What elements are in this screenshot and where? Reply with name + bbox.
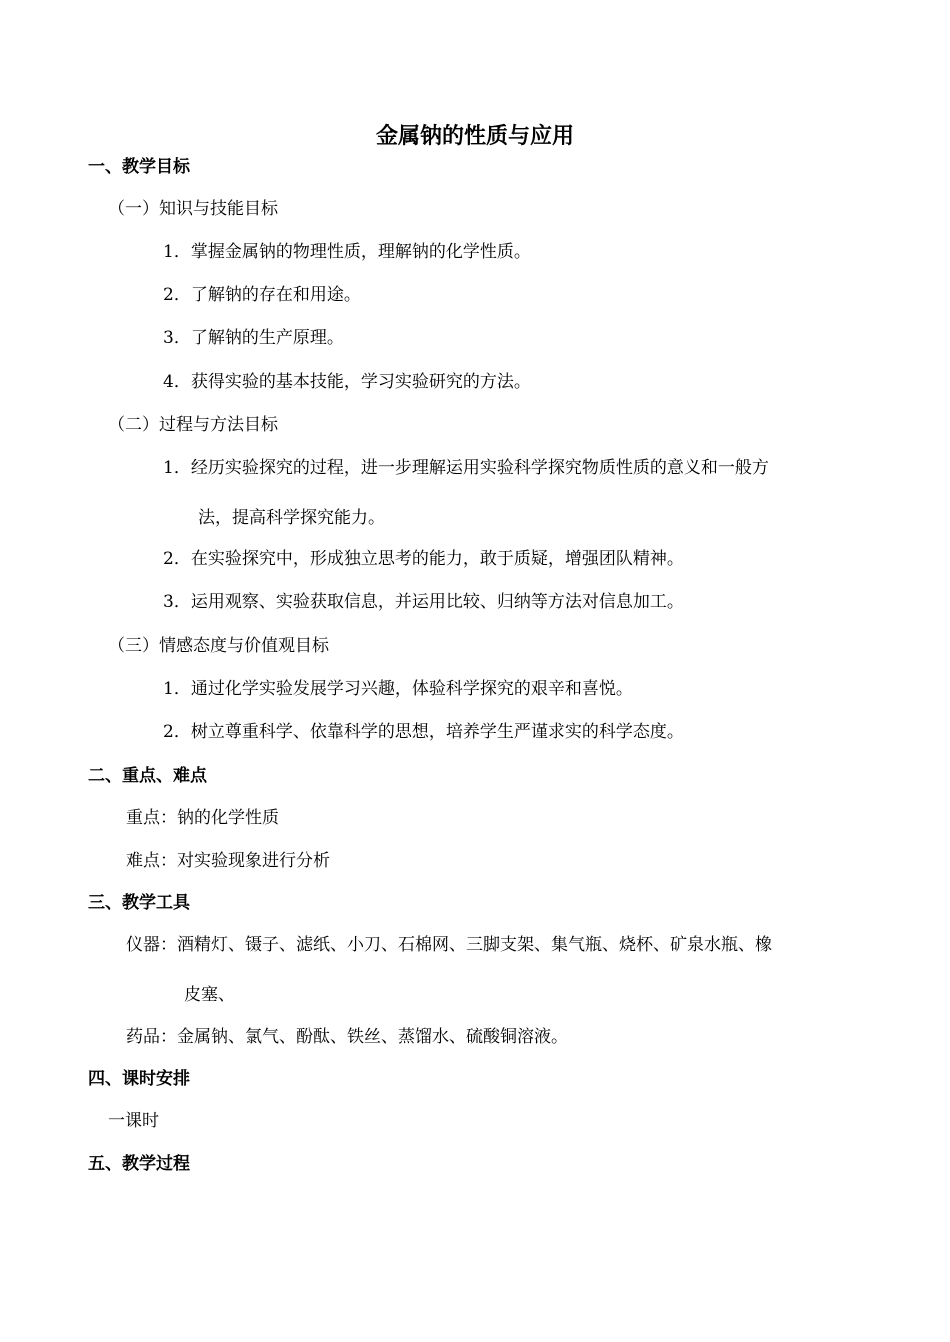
list-item-text: 掌握金属钠的物理性质，理解钠的化学性质。	[190, 242, 531, 262]
list-item-number: 3．	[163, 328, 191, 348]
list-item-text: 通过化学实验发展学习兴趣，体验科学探究的艰辛和喜悦。	[190, 679, 633, 699]
subsection-heading-process: （二）过程与方法目标	[108, 415, 278, 435]
page-title: 金属钠的性质与应用	[375, 124, 574, 149]
list-item-text: 获得实验的基本技能，学习实验研究的方法。	[190, 372, 531, 392]
list-item	[163, 591, 684, 613]
section-heading-objectives: 一、教学目标	[88, 157, 190, 177]
list-item	[163, 327, 344, 349]
list-item-text: 在实验探究中，形成独立思考的能力，敢于质疑，增强团队精神。	[190, 549, 684, 569]
list-item-text: 了解钠的存在和用途。	[190, 285, 361, 305]
difficult-point-text: 难点：对实验现象进行分析	[126, 851, 330, 871]
list-item	[163, 371, 531, 393]
list-item	[163, 721, 684, 743]
section-heading-key-points: 二、重点、难点	[88, 766, 207, 786]
list-item-text: 树立尊重科学、依靠科学的思想，培养学生严谨求实的科学态度。	[190, 722, 684, 742]
list-item-number: 2．	[163, 549, 191, 569]
list-item-number: 2．	[163, 722, 191, 742]
section-heading-process: 五、教学过程	[88, 1154, 190, 1174]
chemicals-text: 药品：金属钠、氯气、酚酞、铁丝、蒸馏水、硫酸铜溶液。	[126, 1027, 568, 1047]
section-heading-schedule: 四、课时安排	[88, 1069, 190, 1089]
list-item	[163, 457, 769, 479]
list-item	[163, 678, 633, 700]
list-item-text: 经历实验探究的过程，进一步理解运用实验科学探究物质性质的意义和一般方	[190, 458, 769, 478]
list-item-number: 1．	[163, 242, 191, 262]
subsection-heading-knowledge: （一）知识与技能目标	[108, 199, 278, 219]
list-item-number: 1．	[163, 679, 191, 699]
list-item-number: 2．	[163, 285, 191, 305]
section-heading-tools: 三、教学工具	[88, 893, 190, 913]
instruments-continuation: 皮塞、	[184, 985, 235, 1005]
list-item	[163, 548, 684, 570]
list-item-text: 运用观察、实验获取信息，并运用比较、归纳等方法对信息加工。	[190, 592, 684, 612]
list-item	[163, 241, 531, 263]
instruments-text: 仪器：酒精灯、镊子、滤纸、小刀、石棉网、三脚支架、集气瓶、烧杯、矿泉水瓶、橡	[126, 935, 772, 955]
schedule-text: 一课时	[108, 1111, 159, 1131]
list-item-continuation: 法，提高科学探究能力。	[198, 508, 385, 528]
list-item-text: 了解钠的生产原理。	[190, 328, 344, 348]
list-item	[163, 284, 361, 306]
list-item-number: 3．	[163, 592, 191, 612]
subsection-heading-attitude: （三）情感态度与价值观目标	[108, 636, 329, 656]
key-point-text: 重点：钠的化学性质	[126, 808, 279, 828]
list-item-number: 1．	[163, 458, 191, 478]
list-item-number: 4．	[163, 372, 191, 392]
